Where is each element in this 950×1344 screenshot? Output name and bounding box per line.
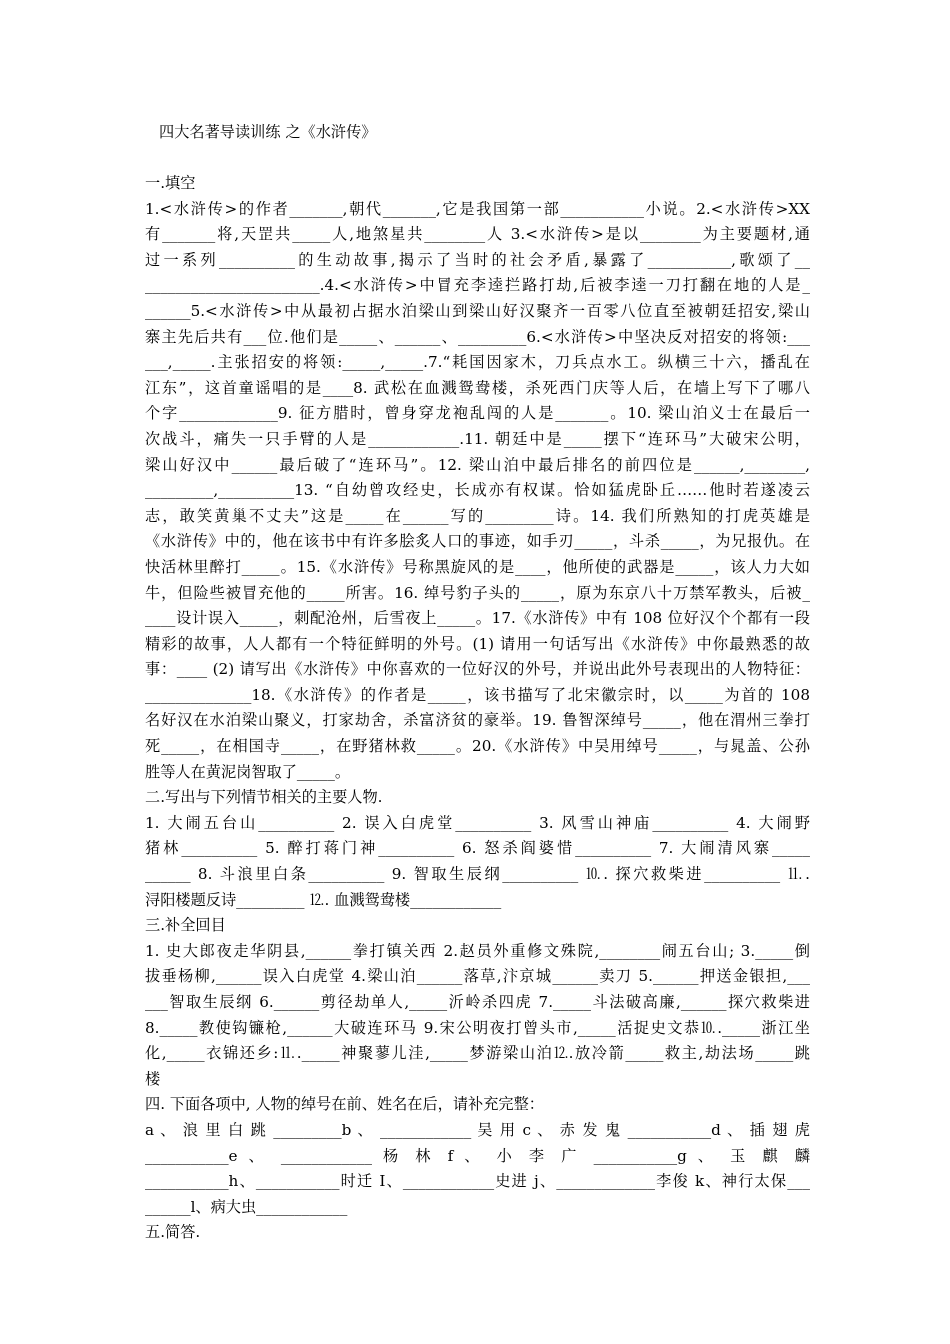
text-line: ___智取生辰纲 6.______剪径劫单人,_____沂岭杀四虎 7._____斗法破高廉,______探穴救柴进 <box>145 993 810 1011</box>
text-line: 有_______将,天罡共_____人,地煞星共________人 3.<水浒传>是以________为主要题材,通 <box>145 225 810 244</box>
text-line: 1. 大闹五台山__________ 2. 误入白虎堂__________ 3. 风雪山神庙__________ 4. 大闹野 <box>145 813 810 832</box>
text-line: ___________h、___________时迁 I、____________史进 j、_____________李俊 k、神行太保___ <box>145 1172 810 1191</box>
text-line: 胜等人在黄泥岗智取了_____。 <box>145 762 351 781</box>
text-line: 一.填空 <box>145 174 196 192</box>
text-line: 梁山好汉中______最后破了“连环马”。12. 梁山泊中最后排名的前四位是______,________, <box>145 455 810 474</box>
text-line: 1. 史大郎夜走华阴县,______拳打镇关西 2.赵员外重修文殊院,________闹五台山; 3._____倒 <box>145 941 810 960</box>
text-line: ______l、病大虫____________ <box>145 1197 348 1216</box>
text-line: ______5.<水浒传>中从最初占据水泊梁山到梁山好汉聚齐一百零八位直至被朝廷招安,梁山 <box>145 301 810 320</box>
text-line: 江东”，这首童谣唱的是____8. 武松在血溅鸳鸯楼，杀死西门庆等人后，在墙上写下了哪八 <box>145 378 810 397</box>
text-line: ____设计误入_____，刺配沧州，后雪夜上_____。17.《水浒传》中有 108 位好汉个个都有一段 <box>145 609 810 628</box>
text-line: 快活林里醉打_____。15.《水浒传》号称黑旋风的是____，他所使的武器是_____，该人力大如 <box>145 557 810 576</box>
text-line: 名好汉在水泊梁山聚义，打家劫舍，杀富济贫的豪举。19. 鲁智深绰号_____，他在渭州三拳打 <box>145 711 810 730</box>
text-line: 拔垂杨柳,______误入白虎堂 4.梁山泊______落草,汴京城______卖刀 5.______押送金银担,___ <box>145 967 810 986</box>
text-line: 死_____，在相国寺_____，在野猪林救_____。20.《水浒传》中吴用绰号_____，与晁盖、公孙 <box>145 737 810 756</box>
text-line: 五.简答. <box>145 1223 201 1242</box>
text-line: ___________e 、 ____________ 杨 林 f 、 小 李 广 ___________g 、 玉 麒 麟 <box>145 1146 810 1165</box>
text-line: 精彩的故事，人人都有一个特征鲜明的外号。(1) 请用一句话写出《水浒传》中你最熟悉的故 <box>145 634 810 653</box>
document-title: 四大名著导读训练 之《水浒传》 <box>159 123 377 141</box>
text-line: 事：____ (2) 请写出《水浒传》中你喜欢的一位好汉的外号，并说出此外号表现出的人物特征： <box>145 660 810 679</box>
text-line: ___,_____.主张招安的将领:_____,_____.7.“耗国因家木，刀兵点水工。纵横三十六，播乱在 <box>145 353 810 372</box>
text-line: 四. 下面各项中, 人物的绰号在前、姓名在后，请补充完整： <box>145 1095 544 1114</box>
text-line: 志，敢笑黄巢不丈夫”这是_____在______写的_________诗。14. 我们所熟知的打虎英雄是 <box>145 506 810 525</box>
text-line: a 、 浪 里 白 跳 _________b 、 ____________ 吴 用 c 、 赤 发 鬼 ___________d 、 插 翅 虎 <box>145 1120 810 1139</box>
text-line: 牛，但险些被冒充他的_____所害。16. 绰号豹子头的_____，原为东京八十万禁军教头，后被_ <box>145 583 810 602</box>
text-line: 个字_____________9. 征方腊时，曾身穿龙袍乱闯的人是_______。10. 梁山泊义士在最后一 <box>145 404 810 423</box>
text-line: 1.<水浒传>的作者_______,朝代_______,它是我国第一部___________小说。2.<水浒传>XX <box>145 199 810 218</box>
text-line: 猪林__________ 5. 醉打蒋门神__________ 6. 怒杀阎婆惜__________ 7. 大闹清风寨_____ <box>145 839 810 858</box>
text-line: ______________18.《水浒传》的作者是_____，该书描写了北宋徽宗时，以_____为首的 108 <box>145 685 810 704</box>
text-line: 8._____教使钩镰枪,______大破连环马 9.宋公明夜打曾头市,_____活捉史文恭⒑._____浙江坐 <box>145 1018 810 1037</box>
text-line: 化,_____衣锦还乡:⒒._____神聚蓼儿洼,_____梦游梁山泊⒓.放冷箭_____救主,劫法场_____跳 <box>145 1044 810 1063</box>
document-page <box>145 112 810 1246</box>
spacer <box>145 146 810 171</box>
text-line: ______ 8. 斗浪里白条__________ 9. 智取生辰纲__________ ⒑. 探穴救柴进__________ ⒒. <box>145 865 810 884</box>
text-line: 《水浒传》中的，他在该书中有许多脍炙人口的事迹，如手刃_____，斗杀_____，为兄报仇。在 <box>145 532 810 551</box>
document-body <box>145 171 810 1246</box>
text-line: 次战斗，痛失一只手臂的人是____________.11. 朝廷中是_____摆下“连环马”大破宋公明， <box>145 429 810 448</box>
text-line: 过一系列__________的生动故事,揭示了当时的社会矛盾,暴露了___________,歌颂了__ <box>145 250 810 269</box>
text-line: _________,__________13. “自幼曾攻经史，长成亦有权谋。恰如猛虎卧丘……他时若遂凌云 <box>145 481 810 500</box>
text-line: 三.补全回目 <box>145 916 226 935</box>
text-line: 浔阳楼题反诗_________ ⒓. 血溅鸳鸯楼____________ <box>145 890 502 909</box>
text-line: 寨主先后共有___位.他们是_____、______、_________6.<水浒传>中坚决反对招安的将领:___ <box>145 327 810 346</box>
text-line: 二.写出与下列情节相关的主要人物. <box>145 788 383 807</box>
text-line: 楼 <box>145 1069 161 1088</box>
text-line: _______________________.4.<水浒传>中冒充李逵拦路打劫,后被李逵一刀打翻在地的人是_ <box>145 276 810 295</box>
